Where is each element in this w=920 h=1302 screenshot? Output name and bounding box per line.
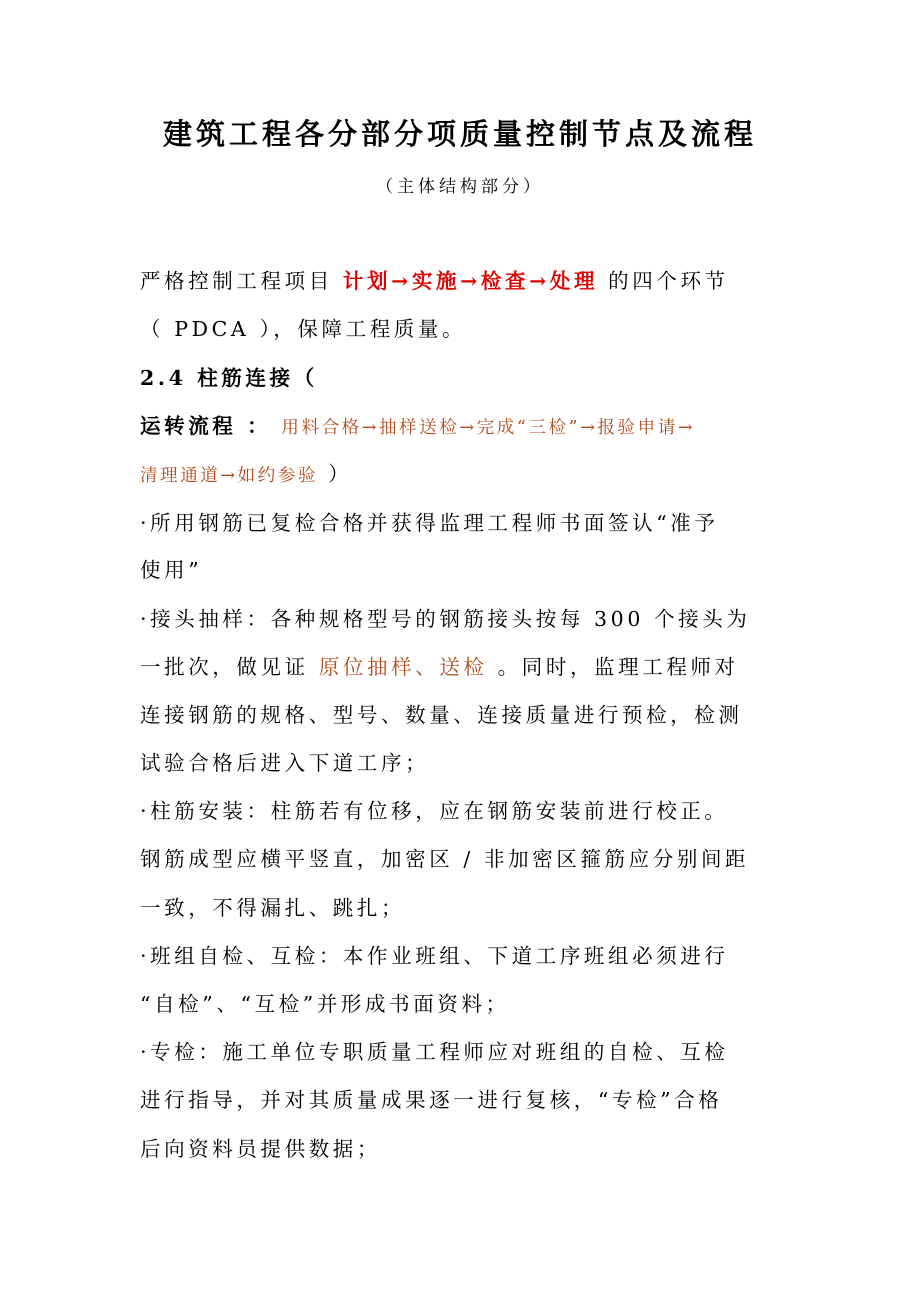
flow-line-1 (140, 411, 800, 443)
pdca-cycle-highlight: 计划→实施→检查→处理 (342, 269, 599, 293)
flow-label: 运转流程 ： (140, 414, 272, 438)
item-2-line-2 (140, 652, 800, 682)
item-2-line-3: 连接钢筋的规格、型号、数量、连接质量进行预检，检测 (140, 703, 743, 727)
item-1-line-2: 使用” (140, 558, 203, 582)
item-1-line-1: ·所用钢筋已复检合格并获得监理工程师书面签认“准予 (140, 511, 719, 535)
flow-line-2 (140, 459, 800, 491)
section-heading: 2.4 柱筋连接（ (140, 366, 318, 390)
item-5-line-2: 进行指导，并对其质量成果逐一进行复核，“专检”合格 (140, 1088, 723, 1112)
witness-sampling-highlight: 原位抽样、送检 (318, 655, 488, 679)
item-3-line-3: 一致，不得漏扎、跳扎； (140, 896, 406, 920)
document-title: 建筑工程各分部分项质量控制节点及流程 (162, 117, 757, 151)
item-5-line-3: 后向资料员提供数据； (140, 1137, 381, 1161)
item-2-text-a: 一批次，做见证 (140, 655, 319, 679)
intro-line-1 (140, 266, 800, 296)
flow-steps-part1: 用料合格→抽样送检→完成“三检”→报验申请→ (281, 418, 696, 438)
item-2-line-1: ·接头抽样：各种规格型号的钢筋接头按每 300 个接头为 (140, 607, 751, 631)
item-3-line-1: ·柱筋安装：柱筋若有位移，应在钢筋安装前进行校正。 (140, 799, 729, 823)
item-5-line-1: ·专检：施工单位专职质量工程师应对班组的自检、互检 (140, 1040, 729, 1064)
item-2-line-4: 试验合格后进入下道工序； (140, 751, 430, 775)
document-subtitle: （主体结构部分） (376, 177, 544, 197)
item-3-line-2: 钢筋成型应横平竖直，加密区 / 非加密区箍筋应分别间距 (140, 847, 750, 871)
intro-suffix: 的四个环节 (598, 269, 729, 293)
intro-line-2: （ PDCA ），保障工程质量。 (140, 317, 467, 341)
flow-steps-part2: 清理通道→如约参验 (140, 466, 319, 486)
intro-prefix: 严格控制工程项目 (140, 269, 343, 293)
item-2-text-c: 。同时，监理工程师对 (487, 655, 739, 679)
flow-close: ） (318, 462, 353, 486)
item-4-line-1: ·班组自检、互检：本作业班组、下道工序班组必须进行 (140, 944, 729, 968)
item-4-line-2: “自检”、“互检”并形成书面资料； (140, 992, 510, 1016)
